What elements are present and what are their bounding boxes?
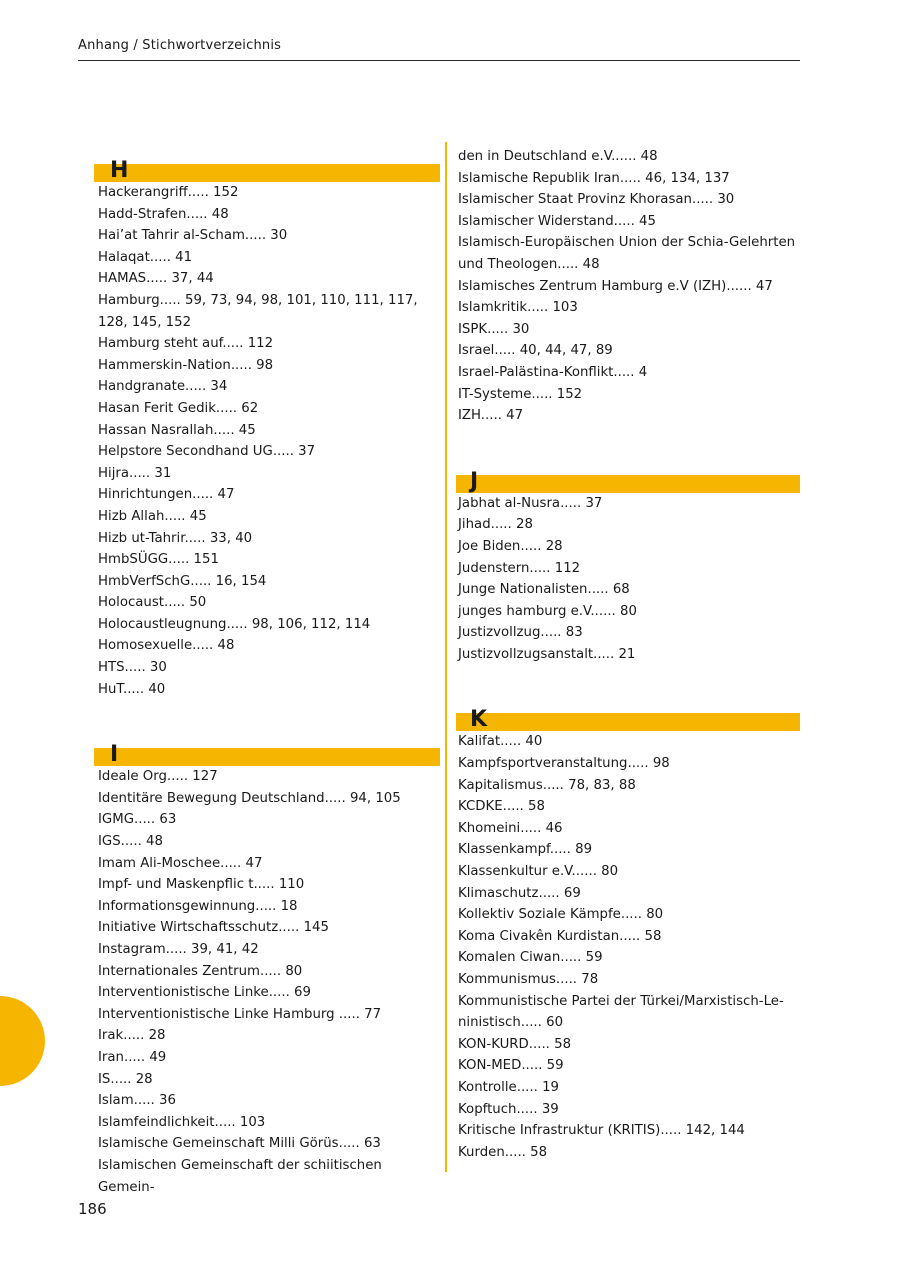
section-heading xyxy=(458,457,800,493)
index-entry: HmbSÜGG..... 151 xyxy=(98,552,219,568)
index-section-h xyxy=(98,146,440,700)
continued-entry-list xyxy=(458,146,800,427)
index-entry: IS..... 28 xyxy=(98,1071,153,1087)
index-column-left xyxy=(98,146,440,1198)
index-entry: Kapitalismus..... 78, 83, 88 xyxy=(458,777,636,793)
index-entry: Hinrichtungen..... 47 xyxy=(98,487,235,503)
entry-list xyxy=(98,766,440,1198)
index-entry: HmbVerfSchG..... 16, 154 xyxy=(98,573,267,589)
index-entry: Interventionistische Linke..... 69 xyxy=(98,985,311,1001)
index-entry: Interventionistische Linke Hamburg ..... 77 xyxy=(98,1006,382,1022)
index-entry: Hamburg..... 59, 73, 94, 98, 101, 110, 111, 117, 128, 145, 152 xyxy=(98,292,418,330)
section-heading-bar xyxy=(456,475,800,493)
index-entry: Iran..... 49 xyxy=(98,1049,167,1065)
index-entry: Islamkritik..... 103 xyxy=(458,300,578,316)
index-entry: Hackerangriff..... 152 xyxy=(98,185,239,200)
index-entry: Kontrolle..... 19 xyxy=(458,1079,559,1095)
index-entry: Homosexuelle..... 48 xyxy=(98,638,235,654)
index-entry: Identitäre Bewegung Deutschland..... 94, 105 xyxy=(98,790,401,806)
index-entry: Irak..... 28 xyxy=(98,1028,166,1044)
index-entry: HAMAS..... 37, 44 xyxy=(98,271,214,287)
index-entry: Klassenkultur e.V...... 80 xyxy=(458,864,619,880)
index-entry: Islamfeindlichkeit..... 103 xyxy=(98,1114,266,1130)
index-entry: KON-MED..... 59 xyxy=(458,1058,564,1074)
index-entry: junges hamburg e.V...... 80 xyxy=(458,603,637,619)
index-entry: Israel-Palästina-Konflikt..... 4 xyxy=(458,364,648,380)
index-entry: Kritische Infrastruktur (KRITIS)..... 142, 144 xyxy=(458,1123,745,1139)
chapter-tab-marker xyxy=(0,996,45,1086)
entry-list xyxy=(98,182,440,700)
index-entry: Hasan Ferit Gedik..... 62 xyxy=(98,400,259,416)
index-entry: Holocaust..... 50 xyxy=(98,595,207,611)
index-entry: Judenstern..... 112 xyxy=(458,560,581,576)
running-header: Anhang / Stichwortverzeichnis xyxy=(78,38,282,53)
index-entry: Jabhat al-Nusra..... 37 xyxy=(458,495,603,511)
index-entry: Islamisch-Europäischen Union der Schia-Gelehrten und Theologen..... 48 xyxy=(458,235,796,272)
index-entry: IGS..... 48 xyxy=(98,834,163,850)
index-entry: Kalifat..... 40 xyxy=(458,734,543,750)
index-entry: Initiative Wirtschaftsschutz..... 145 xyxy=(98,920,329,936)
index-entry: HuT..... 40 xyxy=(98,681,166,697)
index-entry: Hamburg steht auf..... 112 xyxy=(98,336,274,352)
index-entry: Israel..... 40, 44, 47, 89 xyxy=(458,343,613,359)
index-entry: IT-Systeme..... 152 xyxy=(458,386,583,402)
section-letter: K xyxy=(470,707,488,733)
index-entry: Kommunismus..... 78 xyxy=(458,972,599,987)
index-entry: Koma Civakên Kurdistan..... 58 xyxy=(458,928,662,944)
index-entry: Islamische Gemeinschaft Milli Görüs..... 63 xyxy=(98,1136,381,1152)
section-letter: H xyxy=(110,158,129,183)
index-entry: Ideale Org..... 127 xyxy=(98,769,218,785)
section-letter: I xyxy=(110,742,119,768)
index-entry: Junge Nationalisten..... 68 xyxy=(458,582,630,598)
index-entry: Islamischer Staat Provinz Khorasan..... 30 xyxy=(458,192,735,208)
index-entry: Imam Ali-Moschee..... 47 xyxy=(98,855,263,871)
header-rule xyxy=(78,60,800,61)
index-entry: Hadd-Strafen..... 48 xyxy=(98,206,229,222)
index-entry: Justizvollzug..... 83 xyxy=(458,625,583,641)
index-entry: Khomeini..... 46 xyxy=(458,820,563,836)
column-divider xyxy=(445,142,447,1172)
index-entry: Hai’at Tahrir al-Scham..... 30 xyxy=(98,228,288,244)
index-entry: Informationsgewinnung..... 18 xyxy=(98,898,298,914)
index-entry: Islamische Republik Iran..... 46, 134, 137 xyxy=(458,170,730,186)
index-entry: Islamischen Gemeinschaft der schiitischen Gemein- xyxy=(98,1157,382,1195)
index-entry: Kollektiv Soziale Kämpfe..... 80 xyxy=(458,907,664,923)
page-number: 186 xyxy=(78,1200,107,1218)
index-entry: Hassan Nasrallah..... 45 xyxy=(98,422,256,438)
index-entry: Islamisches Zentrum Hamburg e.V (IZH)...... 47 xyxy=(458,278,773,294)
entry-list xyxy=(458,493,800,666)
index-entry: Holocaustleugnung..... 98, 106, 112, 114 xyxy=(98,616,371,632)
index-entry: Kommunistische Partei der Türkei/Marxistisch-Leninistisch..... 60 xyxy=(458,993,784,1031)
index-entry: Jihad..... 28 xyxy=(458,517,533,533)
section-heading xyxy=(458,695,800,731)
index-entry: Hizb ut-Tahrir..... 33, 40 xyxy=(98,530,253,546)
index-entry: Klimaschutz..... 69 xyxy=(458,885,581,901)
index-entry: Instagram..... 39, 41, 42 xyxy=(98,942,259,957)
index-column-right xyxy=(458,146,800,1163)
section-heading xyxy=(98,730,440,766)
index-entry: IZH..... 47 xyxy=(458,408,524,424)
index-entry: KCDKE..... 58 xyxy=(458,799,545,815)
index-entry: Kurden..... 58 xyxy=(458,1144,548,1160)
section-heading-bar xyxy=(94,748,440,766)
index-section-j xyxy=(458,457,800,666)
index-entry: Justizvollzugsanstalt..... 21 xyxy=(458,646,636,662)
index-entry: HTS..... 30 xyxy=(98,660,167,676)
index-entry: Klassenkampf..... 89 xyxy=(458,842,593,858)
index-entry: Halaqat..... 41 xyxy=(98,249,193,265)
section-heading xyxy=(98,146,440,182)
index-entry: Kampfsportveranstaltung..... 98 xyxy=(458,756,670,772)
section-heading-bar xyxy=(456,713,800,731)
section-heading-bar xyxy=(94,164,440,182)
entry-list xyxy=(458,731,800,1163)
section-letter: J xyxy=(470,468,479,494)
index-entry: Hijra..... 31 xyxy=(98,465,172,481)
index-entry: Joe Biden..... 28 xyxy=(458,538,563,554)
index-entry: Impf- und Maskenpflic t..... 110 xyxy=(98,877,305,893)
index-entry: Internationales Zentrum..... 80 xyxy=(98,963,303,979)
index-entry: KON-KURD..... 58 xyxy=(458,1036,572,1052)
index-entry: Islamischer Widerstand..... 45 xyxy=(458,213,656,229)
index-entry: Hammerskin-Nation..... 98 xyxy=(98,357,274,373)
index-entry: Handgranate..... 34 xyxy=(98,379,228,395)
index-entry: Helpstore Secondhand UG..... 37 xyxy=(98,444,316,460)
index-entry: Hizb Allah..... 45 xyxy=(98,508,207,524)
index-entry: ISPK..... 30 xyxy=(458,321,530,337)
index-entry: IGMG..... 63 xyxy=(98,812,177,828)
index-entry: den in Deutschland e.V...... 48 xyxy=(458,149,658,164)
index-section-k xyxy=(458,695,800,1163)
index-entry: Komalen Ciwan..... 59 xyxy=(458,950,603,966)
index-entry: Islam..... 36 xyxy=(98,1093,176,1109)
index-section-i xyxy=(98,730,440,1198)
index-entry: Kopftuch..... 39 xyxy=(458,1101,559,1117)
